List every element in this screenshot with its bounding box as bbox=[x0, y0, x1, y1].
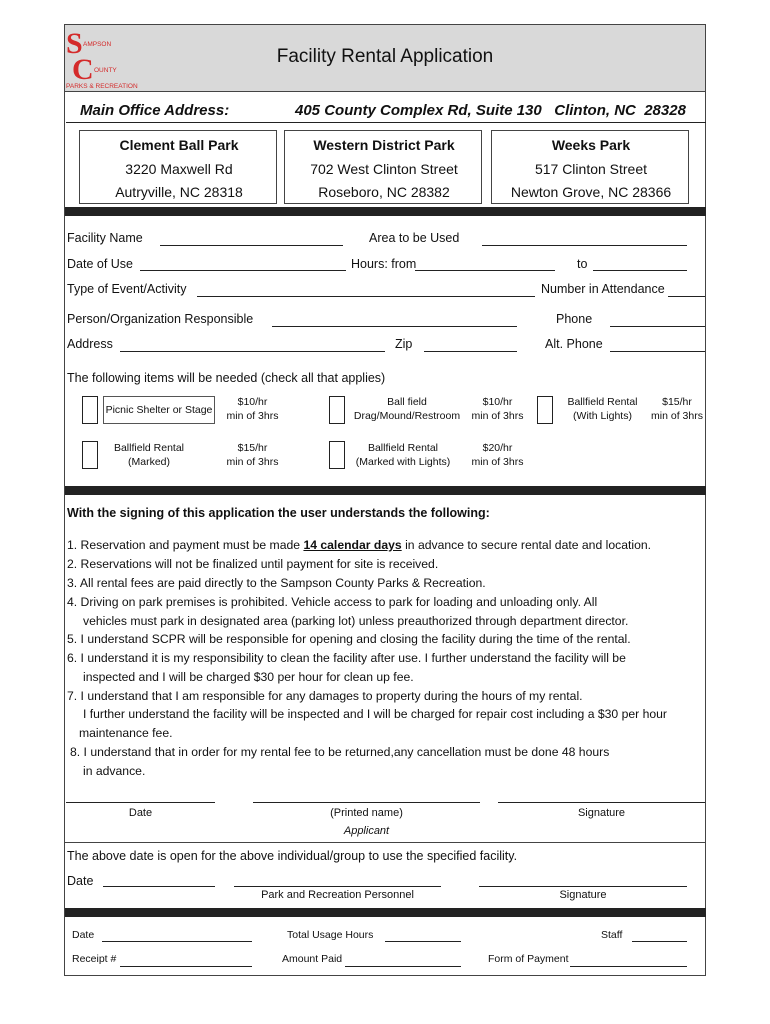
amount-paid-field[interactable] bbox=[345, 966, 461, 967]
item-price: $10/hr bbox=[237, 396, 268, 408]
term-8b: in advance. bbox=[83, 764, 146, 778]
approval-signature-label: Signature bbox=[559, 889, 607, 901]
hours-from-field[interactable] bbox=[415, 270, 555, 271]
event-type-label: Type of Event/Activity bbox=[67, 282, 187, 296]
term-8a: 8. I understand that in order for my rental fee to be returned,any cancellation must be done 48 hours bbox=[70, 745, 610, 759]
logo-ampson: AMPSON bbox=[83, 41, 112, 48]
alt-phone-label: Alt. Phone bbox=[545, 337, 603, 351]
attendance-label: Number in Attendance bbox=[541, 282, 665, 296]
main-office-underline bbox=[66, 122, 706, 123]
checkbox-picnic-shelter[interactable] bbox=[82, 396, 98, 424]
park-cell bbox=[491, 130, 689, 204]
term-4b: vehicles must park in designated area (parking lot) unless preauthorized through department director. bbox=[83, 614, 629, 628]
divider-line bbox=[65, 842, 706, 843]
approval-date-field[interactable] bbox=[103, 886, 215, 887]
zip-label: Zip bbox=[395, 337, 413, 351]
checkbox-ballfield-marked-lights[interactable] bbox=[329, 441, 345, 469]
park-name: Western District Park bbox=[313, 137, 455, 153]
park-city: Autryville, NC 28318 bbox=[115, 184, 243, 200]
hours-to-label: to bbox=[577, 257, 588, 271]
date-of-use-label: Date of Use bbox=[67, 257, 134, 271]
amount-paid-label: Amount Paid bbox=[282, 953, 343, 965]
item-price: $15/hr bbox=[662, 396, 692, 408]
applicant-printed-name-field[interactable] bbox=[253, 802, 480, 803]
item-label: (With Lights) bbox=[573, 410, 632, 422]
item-price: $10/hr bbox=[482, 396, 513, 408]
park-city: Newton Grove, NC 28366 bbox=[510, 184, 672, 200]
term-4a: 4. Driving on park premises is prohibited. Vehicle access to park for loading and unloading only. All bbox=[67, 595, 598, 609]
applicant-signature-field[interactable] bbox=[498, 802, 705, 803]
main-office-address: 405 County Complex Rd, Suite 130 Clinton, NC 28328 bbox=[295, 102, 686, 119]
item-min: min of 3hrs bbox=[471, 456, 524, 468]
main-office-label: Main Office Address: bbox=[80, 102, 230, 119]
zip-field[interactable] bbox=[424, 351, 517, 352]
approval-text: The above date is open for the above individual/group to use the specified facility. bbox=[67, 849, 518, 863]
section-divider bbox=[65, 486, 706, 495]
park-name: Clement Ball Park bbox=[119, 137, 239, 153]
logo-s: S bbox=[66, 27, 83, 60]
park-street: 702 West Clinton Street bbox=[310, 161, 458, 177]
hours-from-label: Hours: from bbox=[351, 257, 417, 271]
receipt-field[interactable] bbox=[120, 966, 252, 967]
person-org-label: Person/Organization Responsible bbox=[67, 312, 254, 326]
term-6a: 6. I understand it is my responsibility to clean the facility after use. I further understand the facility will be bbox=[67, 651, 626, 665]
hours-to-field[interactable] bbox=[593, 270, 687, 271]
payment-form-field[interactable] bbox=[570, 966, 687, 967]
phone-field[interactable] bbox=[610, 326, 705, 327]
applicant-date-label: Date bbox=[128, 807, 153, 819]
item-price: $15/hr bbox=[237, 442, 268, 454]
term-5: 5. I understand SCPR will be responsible for opening and closing the facility during the time of the rental. bbox=[67, 632, 631, 646]
logo bbox=[66, 27, 146, 89]
address-field[interactable] bbox=[120, 351, 385, 352]
park-street: 517 Clinton Street bbox=[534, 161, 648, 177]
item-min: min of 3hrs bbox=[226, 410, 279, 422]
item-label: (Marked) bbox=[127, 456, 170, 468]
item-label: Drag/Mound/Restroom bbox=[353, 410, 461, 422]
staff-field[interactable] bbox=[632, 941, 687, 942]
section-divider bbox=[65, 908, 706, 917]
logo-ounty: OUNTY bbox=[94, 67, 117, 74]
alt-phone-field[interactable] bbox=[610, 351, 705, 352]
term-2: 2. Reservations will not be finalized until payment for site is received. bbox=[67, 557, 439, 571]
office-date-label: Date bbox=[72, 929, 95, 941]
approval-personnel-label: Park and Recreation Personnel bbox=[261, 889, 414, 901]
section-divider bbox=[65, 207, 706, 216]
parks-table bbox=[79, 130, 689, 204]
term-3: 3. All rental fees are paid directly to the Sampson County Parks & Recreation. bbox=[67, 576, 486, 590]
item-label: Ballfield Rental bbox=[113, 442, 185, 454]
date-of-use-field[interactable] bbox=[140, 270, 346, 271]
term-7b: I further understand the facility will be inspected and I will be charged for repair cost including a $30 per hour bbox=[83, 707, 667, 721]
approval-personnel-field[interactable] bbox=[234, 886, 441, 887]
attendance-field[interactable] bbox=[668, 296, 705, 297]
item-min: min of 3hrs bbox=[226, 456, 279, 468]
item-label-box bbox=[103, 396, 215, 424]
staff-label: Staff bbox=[601, 929, 623, 941]
term-1-post: in advance to secure rental date and location. bbox=[401, 538, 652, 552]
checkbox-ball-field[interactable] bbox=[329, 396, 345, 424]
area-used-field[interactable] bbox=[482, 245, 687, 246]
park-city: Roseboro, NC 28382 bbox=[318, 184, 450, 200]
office-date-field[interactable] bbox=[102, 941, 252, 942]
logo-c: C bbox=[72, 53, 94, 86]
checkbox-ballfield-lights[interactable] bbox=[537, 396, 553, 424]
item-min: min of 3hrs bbox=[471, 410, 524, 422]
area-used-label: Area to be Used bbox=[369, 231, 460, 245]
address-label: Address bbox=[67, 337, 113, 351]
term-6b: inspected and I will be charged $30 per hour for clean up fee. bbox=[83, 670, 414, 684]
item-label: Ballfield Rental bbox=[567, 396, 638, 408]
item-label: Ballfield Rental bbox=[367, 442, 439, 454]
checkbox-ballfield-marked[interactable] bbox=[82, 441, 98, 469]
item-label: (Marked with Lights) bbox=[355, 456, 451, 468]
approval-date-label: Date bbox=[67, 874, 94, 888]
item-label: Picnic Shelter or Stage bbox=[105, 404, 213, 416]
total-hours-field[interactable] bbox=[385, 941, 461, 942]
receipt-label: Receipt # bbox=[72, 953, 117, 965]
facility-name-label: Facility Name bbox=[67, 231, 143, 245]
total-hours-label: Total Usage Hours bbox=[287, 929, 374, 941]
term-1 bbox=[67, 538, 651, 552]
person-org-field[interactable] bbox=[272, 326, 517, 327]
applicant-signature-label: Signature bbox=[577, 807, 626, 819]
park-street: 3220 Maxwell Rd bbox=[125, 161, 233, 177]
applicant-printed-label: (Printed name) bbox=[330, 807, 403, 819]
item-price: $20/hr bbox=[482, 442, 513, 454]
applicant-caption: Applicant bbox=[343, 825, 390, 837]
item-min: min of 3hrs bbox=[651, 410, 703, 422]
page-title: Facility Rental Application bbox=[276, 46, 494, 67]
park-cell bbox=[79, 130, 277, 204]
applicant-date-field[interactable] bbox=[66, 802, 215, 803]
items-heading: The following items will be needed (check all that applies) bbox=[67, 371, 386, 385]
logo-tagline: PARKS & RECREATION bbox=[66, 83, 138, 89]
term-1-bold: 14 calendar days bbox=[303, 538, 402, 552]
item-label: Ball field bbox=[387, 396, 427, 408]
term-7c: maintenance fee. bbox=[79, 726, 173, 740]
facility-name-field[interactable] bbox=[160, 245, 343, 246]
phone-label: Phone bbox=[556, 312, 593, 326]
park-name: Weeks Park bbox=[551, 137, 631, 153]
payment-form-label: Form of Payment bbox=[488, 953, 569, 965]
term-1-pre: 1. Reservation and payment must be made bbox=[67, 538, 304, 552]
park-cell bbox=[284, 130, 482, 204]
logo-graphic bbox=[66, 27, 146, 89]
terms-heading: With the signing of this application the user understands the following: bbox=[67, 506, 490, 520]
term-7a: 7. I understand that I am responsible for any damages to property during the hours of my rental. bbox=[67, 689, 583, 703]
approval-signature-field[interactable] bbox=[479, 886, 687, 887]
event-type-field[interactable] bbox=[197, 296, 535, 297]
